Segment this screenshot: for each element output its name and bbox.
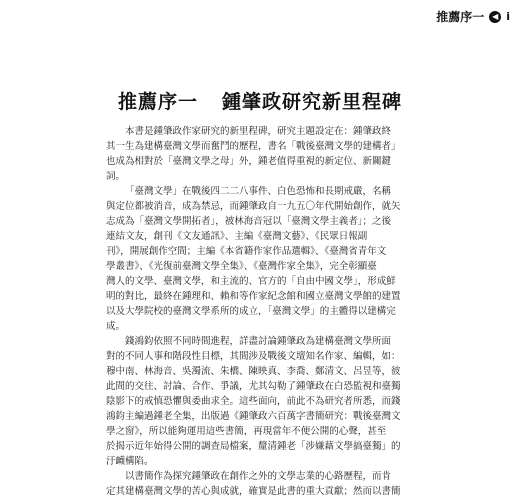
text-line: 定其建構臺灣文學的苦心與成就，確實是此書的重大貢獻；然而以書簡: [106, 486, 401, 497]
text-line: 本書是鍾肇政作家研究的新里程碑，研究主題設定在：鍾肇政終: [125, 126, 392, 137]
text-line: 汙衊構陷。: [106, 456, 154, 467]
text-line: 其一生為建構臺灣文學而奮鬥的歷程，書名「戰後臺灣文學的建構者」: [106, 141, 401, 152]
text-line: 志成為「臺灣文學開拓者」，被林海音冠以「臺灣文學主義者」；之後: [106, 216, 392, 227]
text-line: 明的對比，最終在鍾理和、賴和等作家紀念館和國立臺灣文學館的建置: [106, 291, 401, 302]
text-line: 錢鴻鈞依照不同時間進程，詳盡討論鍾肇政為建構臺灣文學所面: [125, 336, 392, 347]
title-part-1: 推薦序一: [117, 90, 198, 113]
paragraph-4: [106, 469, 422, 499]
text-line: 以書簡作為探究鍾肇政在創作之外的文學志業的心路歷程，而肯: [125, 471, 392, 482]
text-line: 刊》，開展創作空間；主編《本省籍作家作品選輯》、《臺灣省青年文: [106, 246, 387, 257]
body-text: [106, 124, 422, 499]
chevron-left-icon: ◀: [489, 11, 501, 23]
running-header-label: 推薦序一: [436, 10, 485, 24]
text-line: 灣人的文學、臺灣文學，和主流的、官方的「自由中國文學」，形成鮮: [106, 276, 396, 287]
title-part-2: 鍾肇政研究新里程碑: [222, 90, 403, 113]
text-line: 學叢書》、《光復前臺灣文學全集》、《臺灣作家全集》，完全彰顯臺: [106, 261, 377, 272]
text-line: 詞。: [106, 171, 126, 182]
page-number: i: [506, 10, 510, 23]
page-title: [0, 87, 520, 114]
text-line: 於揭示近年始得公開的調查局檔案，釐清鍾老「涉嫌藉文學搞臺獨」的: [106, 441, 401, 452]
paragraph-3: [106, 334, 422, 469]
text-line: 鴻鈞主編過鍾老全集，出版過《鍾肇政六百萬字書簡研究：戰後臺灣文: [106, 411, 401, 422]
running-header: [436, 8, 510, 25]
text-line: 學之窗》，所以能夠運用這些書簡，再現當年不便公開的心聲，甚至: [106, 426, 387, 437]
text-line: 「臺灣文學」在戰後四二二八事件、白色恐怖和長期戒嚴，名稱: [125, 186, 392, 197]
text-line: 對的不同人事和階段性目標，其間涉及戰後文壇知名作家、編輯，如：: [106, 351, 401, 362]
text-line: 陰影下的戒慎恐懼與委曲求全。這些面向，前此不為研究者所悉，而錢: [106, 396, 401, 407]
text-line: 與定位都被消音，成為禁忌，而鍾肇政自一九五〇年代開始創作，就矢: [106, 201, 401, 212]
text-line: 也成為相對於「臺灣文學之母」外，鍾老值得重視的新定位、新關鍵: [106, 156, 392, 167]
text-line: 穆中南、林海音、吳濁流、朱橋、陳映真、李喬、鄭清文、呂昱等，彼: [106, 366, 401, 377]
text-line: 此間的交往、討論、合作、爭議，尤其勾勒了鍾肇政在白恐監視和臺獨: [106, 381, 401, 392]
paragraph-1: [106, 124, 422, 184]
text-line: 成。: [106, 321, 126, 332]
paragraph-2: [106, 184, 422, 334]
text-line: 連結文友，創刊《文友通訊》、主編《臺灣文藝》、《民眾日報副: [106, 231, 368, 242]
text-line: 以及大學院校的臺灣文學系所的成立，「臺灣文學」的主體得以建構完: [106, 306, 396, 317]
